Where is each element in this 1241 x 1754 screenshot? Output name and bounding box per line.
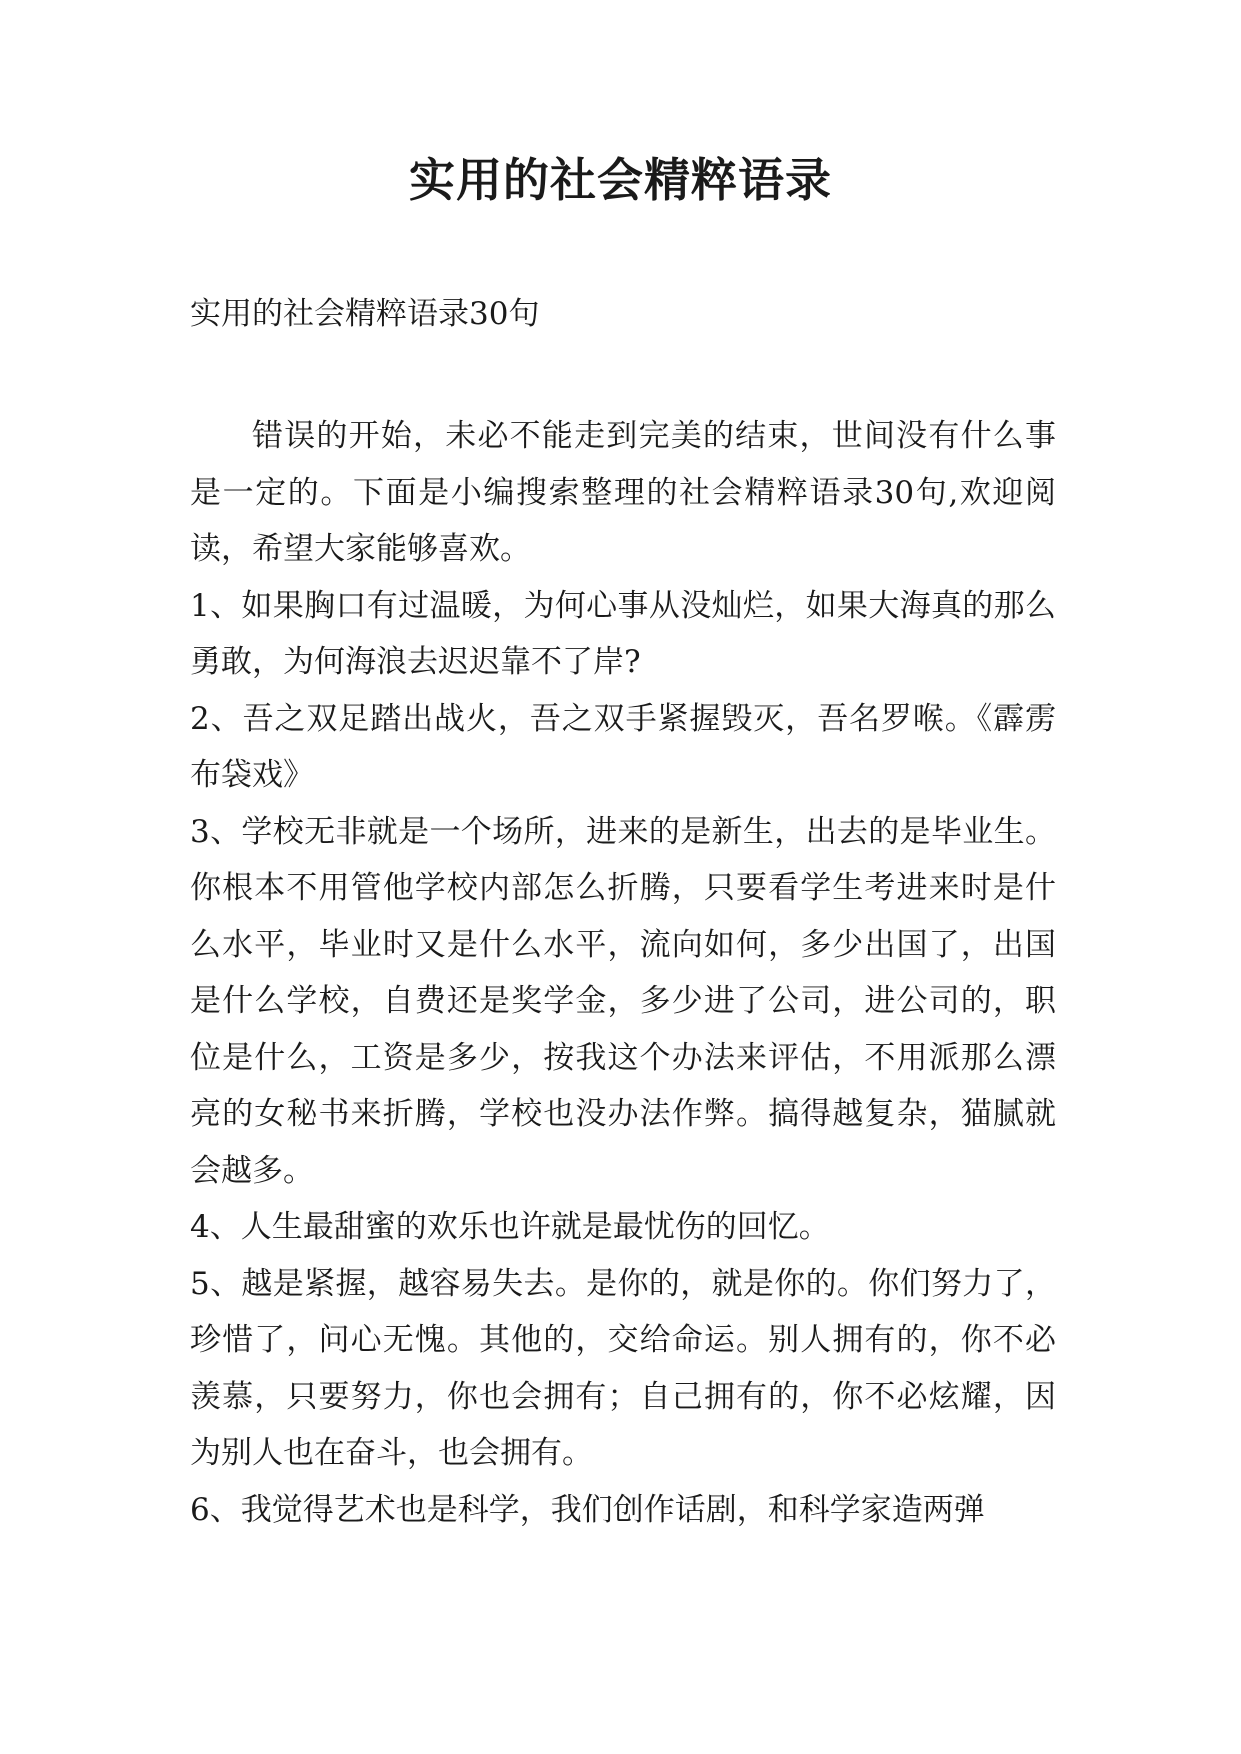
intro-paragraph: 错误的开始，未必不能走到完美的结束，世间没有什么事是一定的。下面是小编搜索整理的社会精粹语录30句,欢迎阅读，希望大家能够喜欢。 [190, 418, 1056, 567]
quote-item-1: 1、如果胸口有过温暖，为何心事从没灿烂，如果大海真的那么勇敢，为何海浪去迟迟靠不了岸? [190, 587, 1056, 680]
quote-item-4: 4、人生最甜蜜的欢乐也许就是最忧伤的回忆。 [190, 1209, 830, 1245]
quote-item-6: 6、我觉得艺术也是科学，我们创作话剧，和科学家造两弹 [190, 1491, 985, 1528]
document-title: 实用的社会精粹语录 [409, 153, 832, 207]
document-subtitle: 实用的社会精粹语录30句 [190, 296, 540, 332]
quote-item-2: 2、吾之双足踏出战火，吾之双手紧握毁灭，吾名罗喉。《霹雳布袋戏》 [190, 700, 1056, 793]
quote-item-5: 5、越是紧握，越容易失去。是你的，就是你的。你们努力了，珍惜了，问心无愧。其他的，交给命运。别人拥有的，你不必羡慕，只要努力，你也会拥有；自己拥有的，你不必炫耀，因为别人也在奋斗，也会拥有。 [190, 1265, 1056, 1471]
quote-item-3: 3、学校无非就是一个场所，进来的是新生，出去的是毕业生。你根本不用管他学校内部怎么折腾，只要看学生考进来时是什么水平，毕业时又是什么水平，流向如何，多少出国了，出国是什么学校，自费还是奖学金，多少进了公司，进公司的，职位是什么，工资是多少，按我这个办法来评估，不用派那么漂亮的女秘书来折腾，学校也没办法作弊。搞得越复杂，猫腻就会越多。 [190, 813, 1056, 1189]
document-body [190, 408, 1056, 1538]
